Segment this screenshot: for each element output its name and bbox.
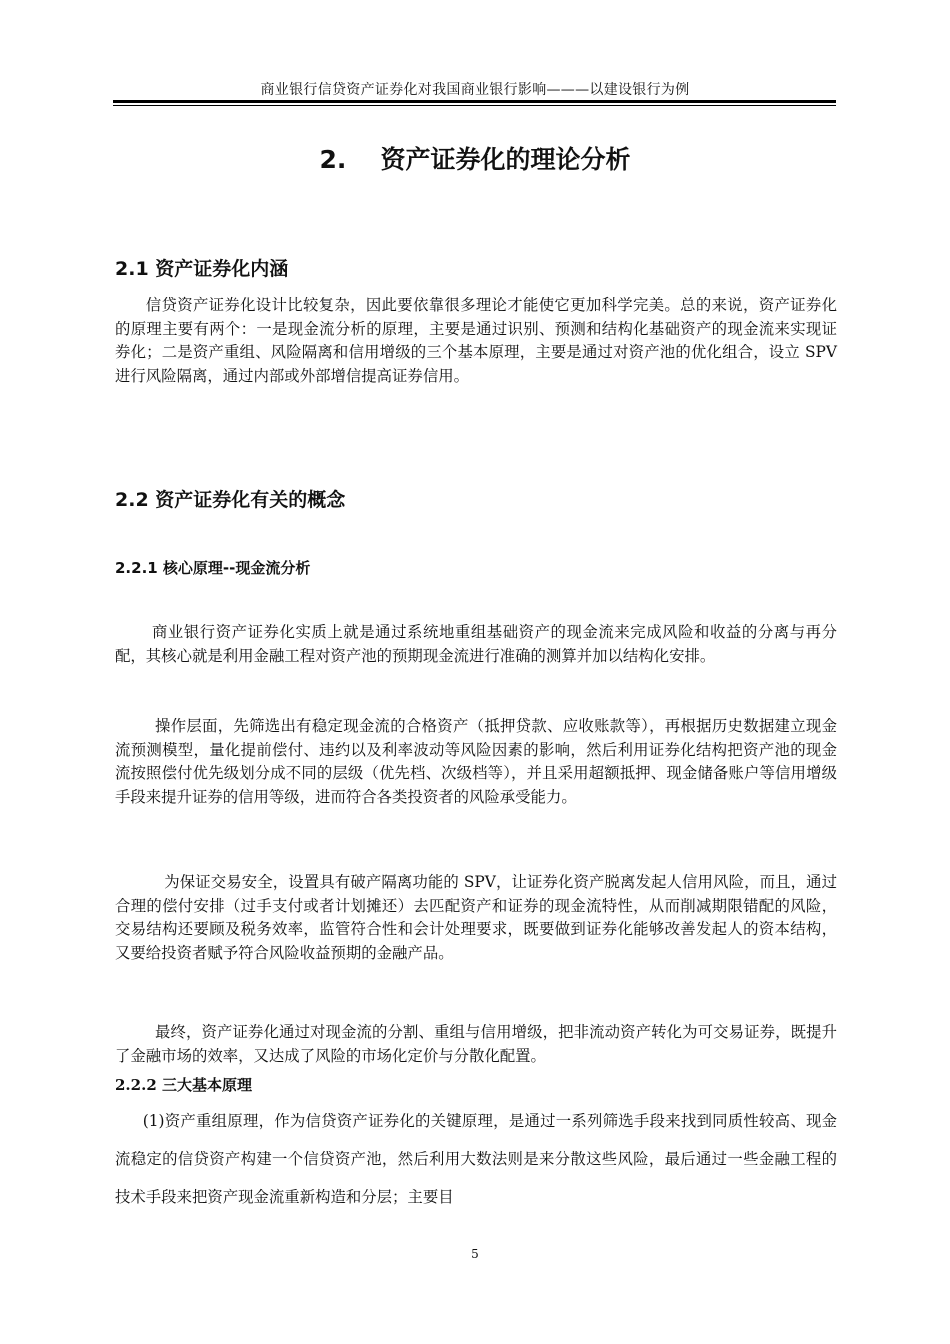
chapter-title	[115, 140, 835, 176]
chapter-title-text: 资产证券化的理论分析	[380, 145, 631, 174]
section-2-2-2-paragraph-1: (1)资产重组原理，作为信贷资产证券化的关键原理，是通过一系列筛选手段来找到同质性较高、现金流稳定的信贷资产构建一个信贷资产池，然后利用大数法则是来分散这些风险，最后通过一些金融工程的技术手段来把资产现金流重新构造和分层；主要目	[115, 1112, 837, 1206]
section-2-2-1-paragraph-3: 为保证交易安全，设置具有破产隔离功能的 SPV，让证券化资产脱离发起人信用风险，而且，通过合理的偿付安排（过手支付或者计划摊还）去匹配资产和证券的现金流特性，从而削减期限错配的风险，交易结构还要顾及税务效率，监管符合性和会计处理要求，既要做到证券化能够改善发起人的资本结构，又要给投资者赋予符合风险收益预期的金融产品。	[115, 873, 837, 962]
section-2-2-1-paragraph-4: 最终，资产证券化通过对现金流的分割、重组与信用增级，把非流动资产转化为可交易证券，既提升了金融市场的效率，又达成了风险的市场化定价与分散化配置。	[115, 1023, 837, 1065]
running-header-title: 商业银行信贷资产证券化对我国商业银行影响———以建设银行为例	[260, 82, 690, 98]
section-2-2-1-paragraph-2: 操作层面，先筛选出有稳定现金流的合格资产（抵押贷款、应收账款等），再根据历史数据建立现金流预测模型，量化提前偿付、违约以及利率波动等风险因素的影响，然后利用证券化结构把资产池的现金流按照偿付优先级划分成不同的层级（优先档、次级档等），并且采用超额抵押、现金储备账户等信用增级手段来提升证券的信用等级，进而符合各类投资者的风险承受能力。	[115, 717, 837, 806]
section-heading-2-2-1: 2.2.1 核心原理--现金流分析	[115, 559, 311, 577]
section-2-2-1-paragraph-1: 商业银行资产证券化实质上就是通过系统地重组基础资产的现金流来完成风险和收益的分离与再分配，其核心就是利用金融工程对资产池的预期现金流进行准确的测算并加以结构化安排。	[115, 623, 837, 665]
section-heading-2-2-2: 2.2.2 三大基本原理	[115, 1076, 252, 1094]
page-number: 5	[471, 1247, 479, 1261]
header-divider-thick	[113, 100, 836, 103]
header-divider-thin	[113, 105, 836, 106]
section-heading-2-2: 2.2 资产证券化有关的概念	[115, 489, 346, 511]
section-2-1-paragraph: 信贷资产证券化设计比较复杂，因此要依靠很多理论才能使它更加科学完美。总的来说，资产证券化的原理主要有两个：一是现金流分析的原理，主要是通过识别、预测和结构化基础资产的现金流来实现证券化；二是资产重组、风险隔离和信用增级的三个基本原理，主要是通过对资产池的优化组合，设立 SPV 进行风险隔离，通过内部或外部增信提高证券信用。	[115, 296, 837, 385]
section-heading-2-1: 2.1 资产证券化内涵	[115, 258, 289, 280]
chapter-number: 2.	[319, 145, 347, 174]
